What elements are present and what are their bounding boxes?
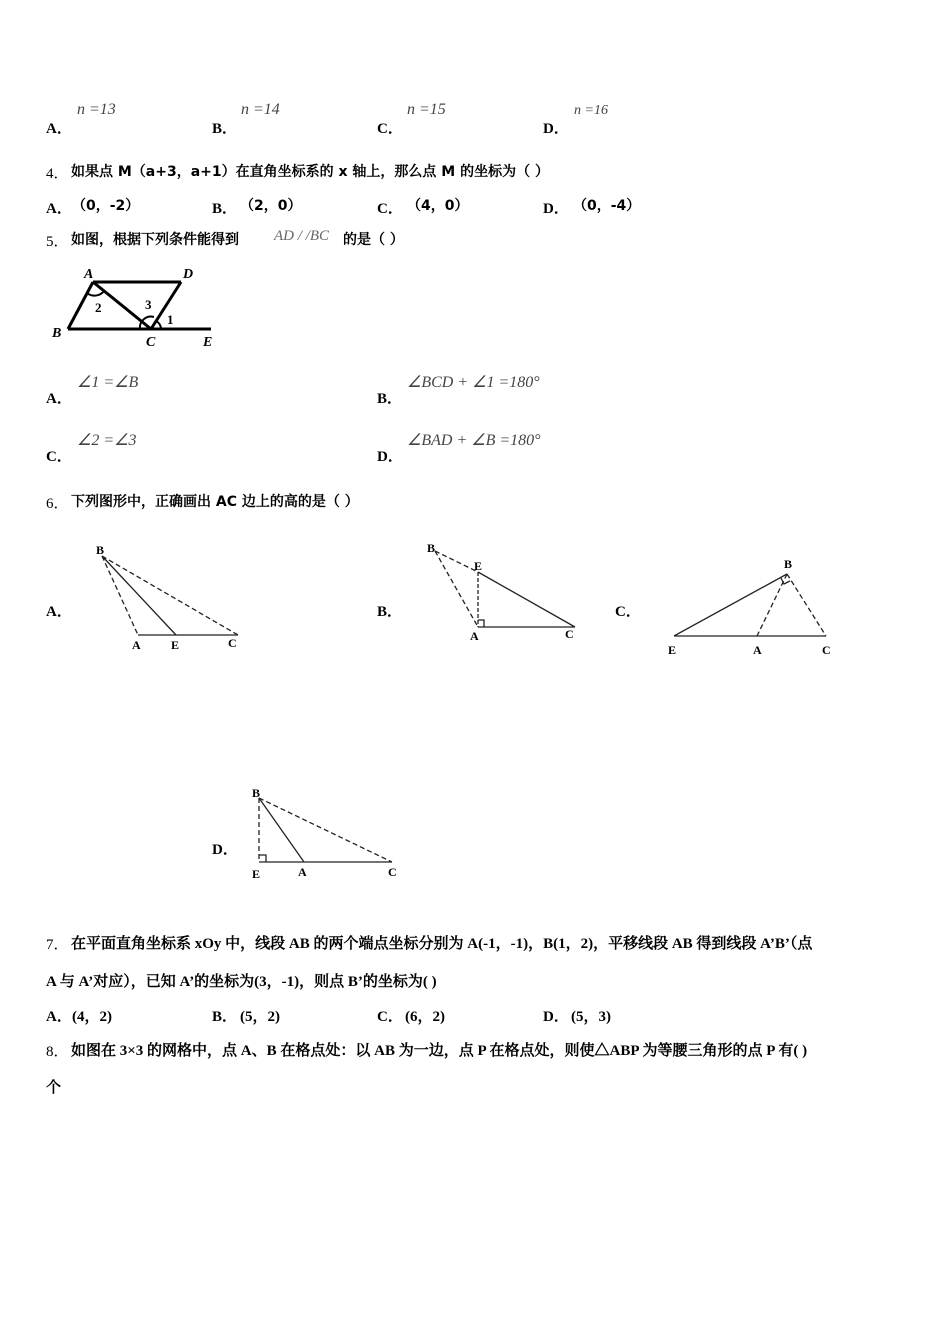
q5-text-before: 如图，根据下列条件能得到: [71, 232, 239, 248]
q5-option-d-label: D．: [377, 449, 403, 465]
q6-option-a-label: A．: [46, 604, 72, 620]
q6-option-c-label: C．: [615, 604, 641, 620]
q6d-label-b: B: [252, 786, 261, 800]
q3-option-b-value: n =14: [241, 101, 280, 118]
q5-text-after: 的是（ ）: [343, 232, 404, 248]
q6-text: 下列图形中，正确画出 AC 边上的高的是（ ）: [71, 494, 359, 510]
q7-option-a-label: A．: [46, 1009, 72, 1025]
q7-text-line2: A 与 A’对应），已知 A’的坐标为(3，-1)，则点 B’的坐标为( ): [46, 974, 437, 990]
q6a-label-a: A: [132, 638, 141, 652]
q6c-label-a: A: [753, 643, 762, 657]
q5-option-c-label: C．: [46, 449, 72, 465]
q6c-label-e: E: [668, 643, 677, 657]
q3-option-a-label: A．: [46, 121, 72, 137]
q4-text: 如果点 M（a+3，a+1）在直角坐标系的 x 轴上，那么点 M 的坐标为（ ）: [71, 164, 549, 180]
q7-option-c-value: (6，2): [405, 1009, 445, 1025]
q7-option-d-value: (5，3): [571, 1009, 611, 1025]
q4-option-d-value: （0，-4）: [573, 198, 641, 214]
q3-option-a-value: n =13: [77, 101, 116, 118]
q4-option-b-value: （2，0）: [240, 198, 302, 214]
q6d-label-e: E: [252, 867, 261, 881]
q6-option-d-label: D．: [212, 842, 238, 858]
q3-option-d-value: n =16: [574, 103, 608, 118]
q5-point-e: E: [203, 335, 213, 350]
q6-option-b-label: B．: [377, 604, 403, 620]
q5-number: 5．: [46, 234, 69, 250]
q3-option-c-label: C．: [377, 121, 403, 137]
q6a-label-e: E: [171, 638, 180, 652]
q3-option-c-value: n =15: [407, 101, 446, 118]
q6d-label-c: C: [388, 865, 397, 879]
q5-angle-3: 3: [145, 297, 152, 312]
q7-option-c-label: C．: [377, 1009, 403, 1025]
q5-point-c: C: [146, 335, 156, 350]
q6a-label-c: C: [228, 636, 237, 650]
q4-number: 4．: [46, 166, 69, 182]
q7-option-b-value: (5，2): [240, 1009, 280, 1025]
q6-number: 6．: [46, 496, 69, 512]
q6d-label-a: A: [298, 865, 307, 879]
q6a-label-b: B: [96, 543, 105, 557]
q6c-label-c: C: [822, 643, 831, 657]
q5-angle-1: 1: [167, 312, 174, 327]
q5-option-a-label: A．: [46, 391, 72, 407]
q6-figure-a: [90, 540, 250, 655]
q3-option-b-label: B．: [212, 121, 238, 137]
q5-condition: AD / /BC: [274, 228, 329, 244]
q6-figure-b: [422, 535, 582, 650]
q5-figure: [48, 262, 228, 352]
q8-text-line1: 如图在 3×3 的网格中，点 A、B 在格点处：以 AB 为一边，点 P 在格点处，则使△ABP 为等腰三角形的点 P 有( ): [71, 1043, 808, 1059]
q5-angle-2: 2: [95, 300, 102, 315]
q7-option-d-label: D．: [543, 1009, 569, 1025]
q3-option-d-label: D．: [543, 121, 569, 137]
q6b-label-e: E: [474, 559, 483, 573]
q5-option-a-value: ∠1 =∠B: [77, 374, 139, 391]
q5-option-d-value: ∠BAD + ∠B =180°: [407, 432, 541, 449]
q6b-label-c: C: [565, 627, 574, 641]
q4-option-a-label: A．: [46, 201, 72, 217]
q4-option-b-label: B．: [212, 201, 238, 217]
q4-option-c-label: C．: [377, 201, 403, 217]
q4-option-d-label: D．: [543, 201, 569, 217]
q4-option-c-value: （4，0）: [407, 198, 469, 214]
q5-option-b-label: B．: [377, 391, 403, 407]
q5-point-b: B: [52, 326, 62, 341]
q6-figure-c: [660, 548, 840, 658]
q5-point-d: D: [183, 267, 194, 282]
q4-option-a-value: （0，-2）: [72, 198, 140, 214]
q7-option-b-label: B．: [212, 1009, 238, 1025]
q6c-label-b: B: [784, 557, 793, 571]
q7-text-line1: 在平面直角坐标系 xOy 中，线段 AB 的两个端点坐标分别为 A(-1，-1)，B(1，2)，平移线段 AB 得到线段 A’B’（点: [71, 936, 813, 952]
q8-number: 8．: [46, 1044, 69, 1060]
q5-point-a: A: [84, 267, 94, 282]
q7-option-a-value: (4，2): [72, 1009, 112, 1025]
q6b-label-a: A: [470, 629, 479, 643]
q6-figure-d: [246, 780, 416, 890]
q5-option-b-value: ∠BCD + ∠1 =180°: [407, 374, 540, 391]
q8-text-line2: 个: [46, 1080, 62, 1096]
q5-option-c-value: ∠2 =∠3: [77, 432, 137, 449]
q7-number: 7．: [46, 937, 69, 953]
q6b-label-b: B: [427, 541, 436, 555]
